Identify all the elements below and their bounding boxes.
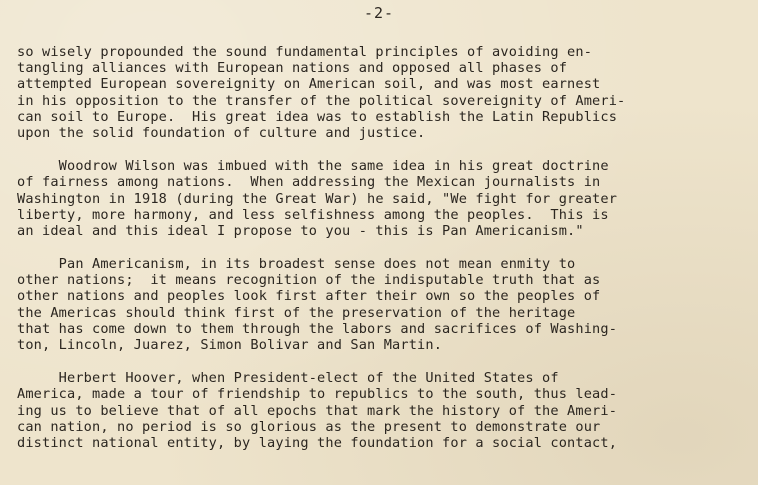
text-line: liberty, more harmony, and less selfishness among the peoples. This is <box>17 206 609 223</box>
text-line: distinct national entity, by laying the foundation for a social contact, <box>17 434 618 451</box>
text-line: other nations and peoples look first after their own so the peoples of <box>17 288 601 305</box>
paragraph-2 <box>17 158 747 239</box>
paragraph-3 <box>17 256 747 353</box>
text-line: upon the solid foundation of culture and justice. <box>17 124 426 141</box>
text-line: Pan Americanism, in its broadest sense does not mean enmity to <box>17 256 576 273</box>
text-line: ton, Lincoln, Juarez, Simon Bolivar and San Martin. <box>17 337 443 353</box>
text-line: in his opposition to the transfer of the political sovereignity of Ameri- <box>17 92 626 109</box>
text-line: that has come down to them through the labors and sacrifices of Washing- <box>17 320 618 337</box>
text-line: of fairness among nations. When addressing the Mexican journalists in <box>17 174 601 191</box>
text-line: Woodrow Wilson was imbued with the same idea in his great doctrine <box>17 158 609 175</box>
text-line: other nations; it means recognition of the indisputable truth that as <box>17 272 601 289</box>
text-line: an ideal and this ideal I propose to you - this is Pan Americanism." <box>17 222 584 239</box>
page-number: -2- <box>363 4 395 22</box>
paragraph-1 <box>17 44 747 141</box>
paragraph-4 <box>17 370 747 451</box>
text-line: ing us to believe that of all epochs that mark the history of the Ameri- <box>17 402 618 419</box>
text-line: attempted European sovereignity on American soil, and was most earnest <box>17 76 601 93</box>
text-line: so wisely propounded the sound fundamental principles of avoiding en- <box>17 44 593 60</box>
text-line: Washington in 1918 (during the Great War) he said, "We fight for greater <box>17 190 618 207</box>
text-line: the Americas should think first of the preservation of the heritage <box>17 304 576 321</box>
text-line: America, made a tour of friendship to republics to the south, thus lead- <box>17 386 618 403</box>
text-line: can soil to Europe. His great idea was to establish the Latin Republics <box>17 108 618 125</box>
text-line: Herbert Hoover, when President-elect of the United States of <box>17 370 559 387</box>
document-body <box>17 44 747 468</box>
text-line: can nation, no period is so glorious as the present to demonstrate our <box>17 418 601 435</box>
text-line: tangling alliances with European nations and opposed all phases of <box>17 60 568 77</box>
